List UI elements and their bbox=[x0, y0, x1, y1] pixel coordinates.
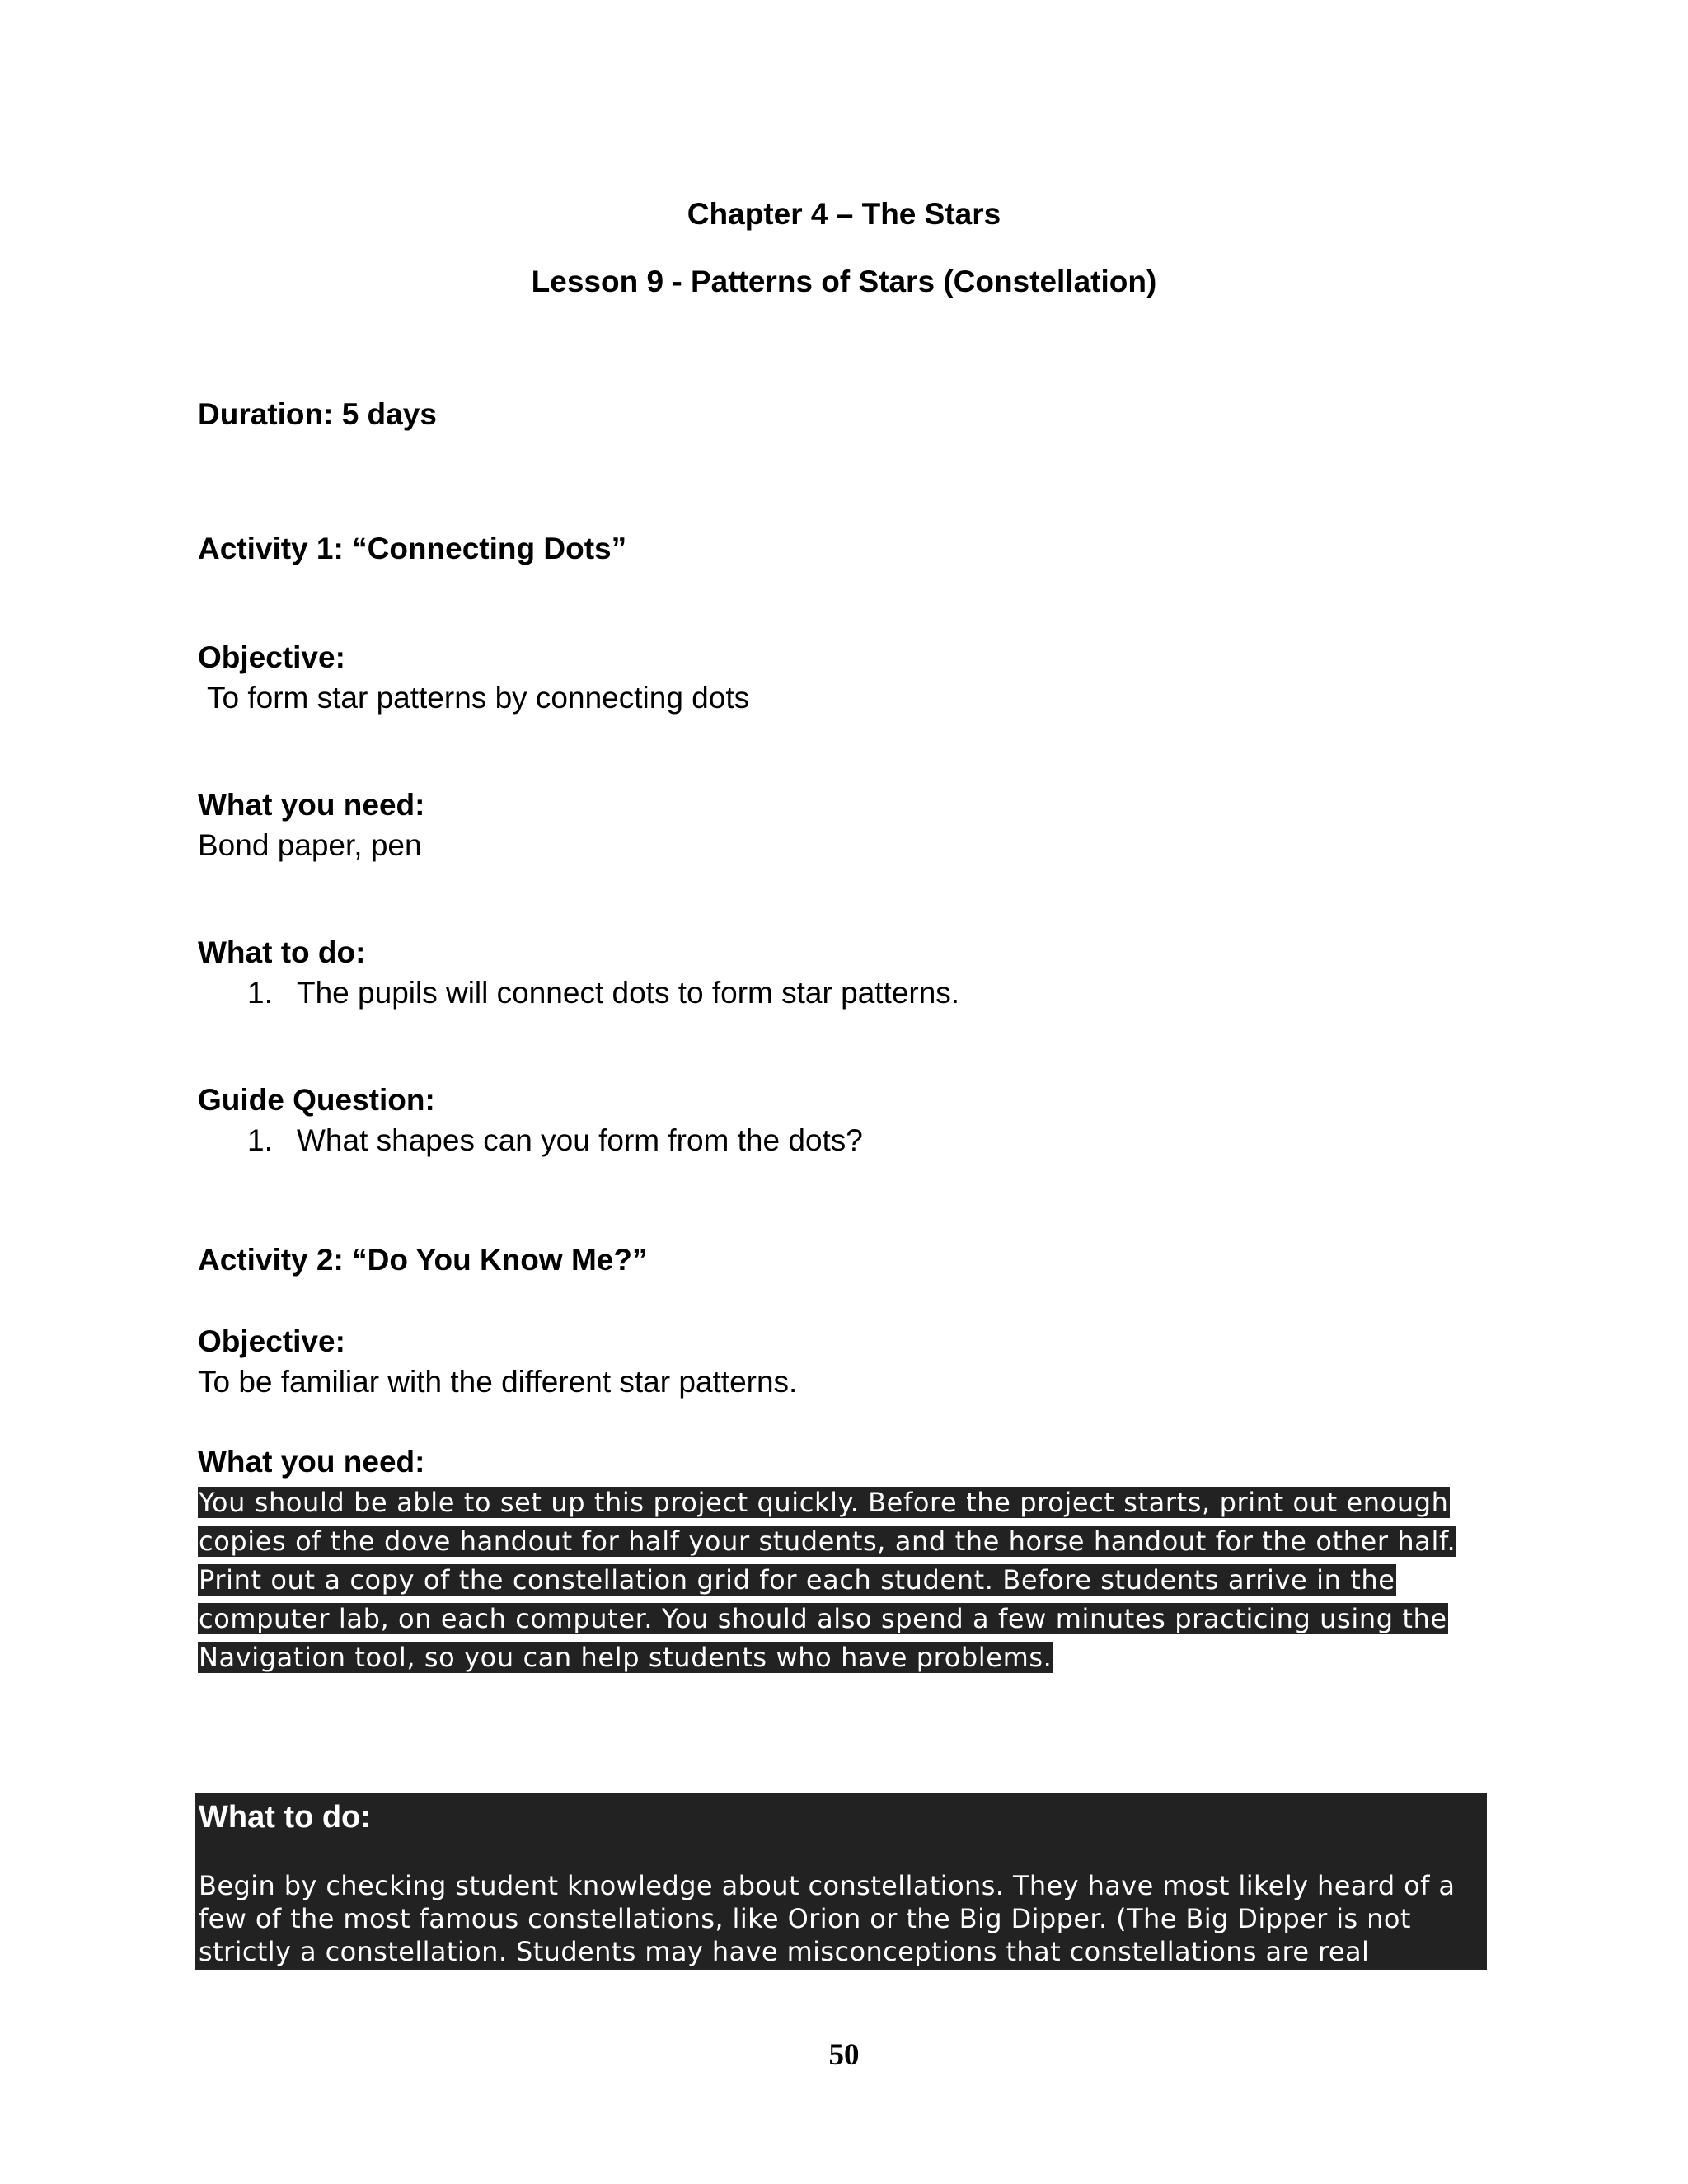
list-item bbox=[247, 1122, 863, 1159]
activity2-need-label: What you need: bbox=[198, 1445, 425, 1479]
list-number: 1. bbox=[247, 976, 273, 1010]
paragraph-line: few of the most famous constellations, like Orion or the Big Dipper. (The Big Dipper is not bbox=[199, 1903, 1411, 1934]
activity2-title: Activity 2: “Do You Know Me?” bbox=[198, 1243, 648, 1277]
activity1-need-label: What you need: bbox=[198, 788, 425, 822]
list-item bbox=[247, 975, 959, 1011]
highlighted-line: You should be able to set up this project quickly. Before the project starts, print out enough bbox=[199, 1487, 1449, 1518]
activity2-objective-label: Objective: bbox=[198, 1324, 345, 1358]
highlighted-line: copies of the dove handout for half your students, and the horse handout for the other half. bbox=[199, 1526, 1456, 1557]
highlighted-line: Print out a copy of the constellation grid for each student. Before students arrive in the bbox=[199, 1564, 1395, 1596]
what-to-do-box bbox=[195, 1793, 1487, 1970]
list-number: 1. bbox=[247, 1123, 273, 1157]
activity2-objective-text: To be familiar with the different star patterns. bbox=[198, 1365, 798, 1399]
activity1-need-text: Bond paper, pen bbox=[198, 828, 422, 862]
highlighted-line: Navigation tool, so you can help students who have problems. bbox=[199, 1642, 1053, 1673]
highlighted-line: computer lab, on each computer. You should also spend a few minutes practicing using the bbox=[199, 1603, 1447, 1634]
duration-label: Duration: 5 days bbox=[198, 397, 437, 431]
page-number: 50 bbox=[828, 2038, 860, 2072]
list-item-text: What shapes can you form from the dots? bbox=[297, 1123, 863, 1157]
lesson-heading: Lesson 9 - Patterns of Stars (Constellation) bbox=[531, 265, 1157, 298]
paragraph-line: Begin by checking student knowledge about constellations. They have most likely heard of a bbox=[199, 1870, 1456, 1901]
chapter-heading: Chapter 4 – The Stars bbox=[687, 197, 1001, 231]
highlighted-paragraph bbox=[198, 1483, 1517, 1677]
guide-question-label: Guide Question: bbox=[198, 1083, 435, 1117]
what-to-do-paragraph bbox=[199, 1869, 1484, 1968]
activity1-title: Activity 1: “Connecting Dots” bbox=[198, 532, 627, 565]
activity1-objective-text: To form star patterns by connecting dots bbox=[207, 681, 750, 715]
activity1-todo-label: What to do: bbox=[198, 935, 366, 969]
activity1-objective-label: Objective: bbox=[198, 640, 345, 674]
list-item-text: The pupils will connect dots to form star patterns. bbox=[297, 976, 960, 1010]
paragraph-line: strictly a constellation. Students may have misconceptions that constellations are real bbox=[199, 1936, 1370, 1967]
what-to-do-heading: What to do: bbox=[199, 1800, 371, 1835]
